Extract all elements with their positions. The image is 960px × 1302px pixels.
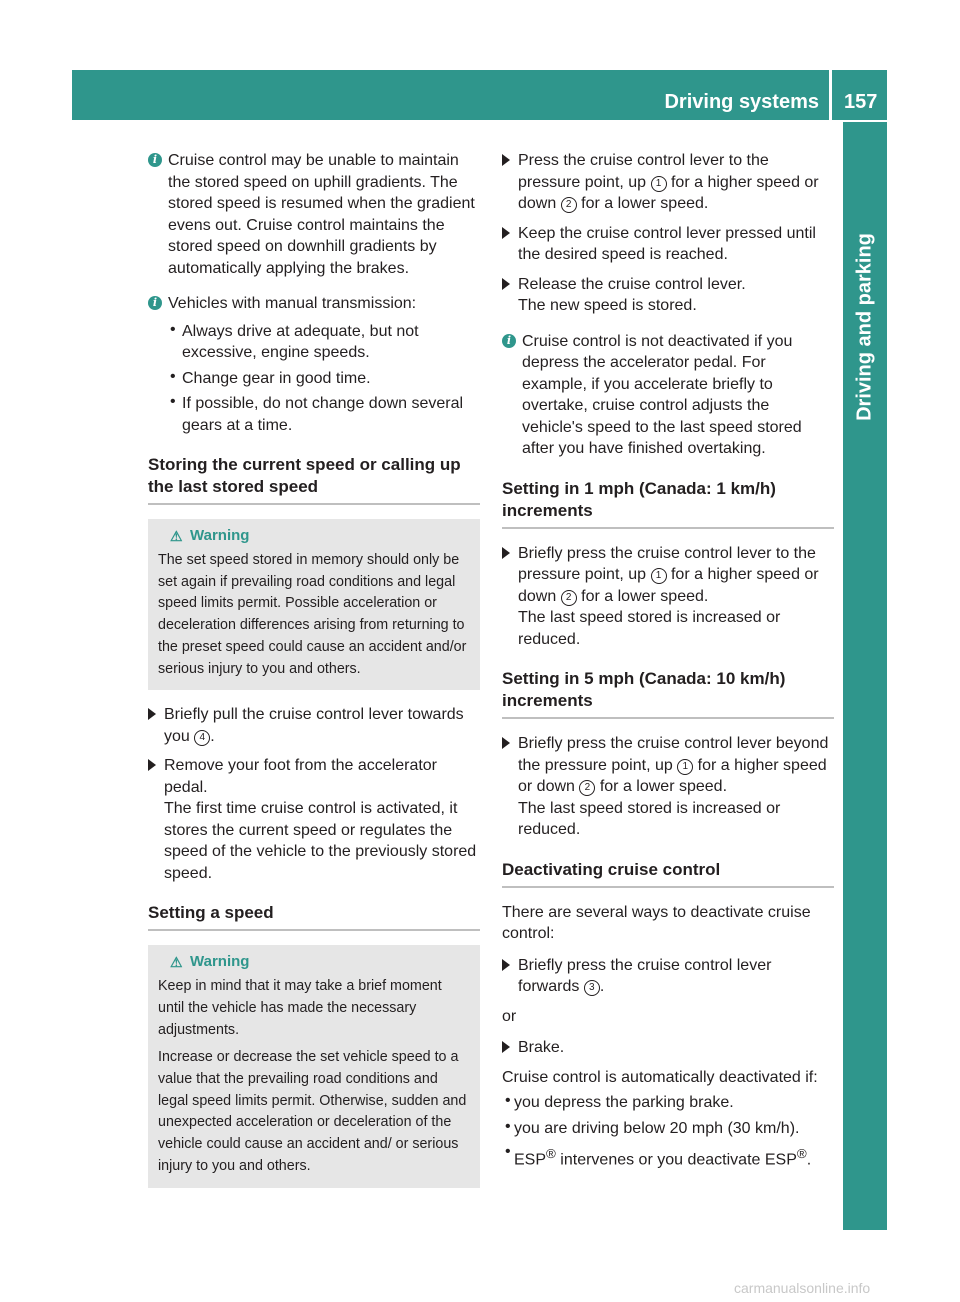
paragraph: There are several ways to deactivate cruise control: bbox=[502, 903, 811, 942]
step-text: Remove your foot from the accelerator pedal. bbox=[164, 757, 438, 796]
callout-number: 2 bbox=[561, 197, 577, 213]
left-column bbox=[148, 150, 480, 1202]
list-item-text: If possible, do not change down several gears at a time. bbox=[182, 395, 464, 434]
step-arrow-icon bbox=[502, 737, 510, 749]
list-item: • you are driving below 20 mph (30 km/h). bbox=[502, 1118, 834, 1140]
instruction-step bbox=[502, 543, 834, 651]
step-arrow-icon bbox=[502, 1041, 510, 1053]
list-item-text: you are driving below 20 mph (30 km/h). bbox=[514, 1119, 800, 1137]
step-text: for a higher speed or down bbox=[518, 566, 819, 605]
paragraph: Cruise control is automatically deactivated if: bbox=[502, 1068, 818, 1086]
warning-title bbox=[158, 953, 470, 970]
step-arrow-icon bbox=[148, 759, 156, 771]
step-result: The first time cruise control is activated, it stores the current speed or regulates the speed of the vehicle to the previously stored speed. bbox=[164, 800, 477, 882]
step-text: Briefly press the cruise control lever beyond the pressure point, up bbox=[518, 735, 829, 774]
step-arrow-icon bbox=[502, 547, 510, 559]
warning-title-text: Warning bbox=[190, 527, 250, 544]
callout-number: 4 bbox=[194, 730, 210, 746]
section-title: Driving systems bbox=[664, 91, 819, 113]
step-result: The last speed stored is increased or reduced. bbox=[518, 799, 781, 838]
warning-icon: ⚠ bbox=[170, 954, 183, 971]
step-arrow-icon bbox=[502, 278, 510, 290]
info-text: Cruise control may be unable to maintain the stored speed on uphill gradients. The stored speed is resumed when the gradient evens out. Cruise control maintains the stored speed on downhill gradients by automatically applying the brakes. bbox=[168, 152, 475, 277]
list-item: • Always drive at adequate, but not excessive, engine speeds. bbox=[148, 321, 480, 364]
step-arrow-icon bbox=[502, 154, 510, 166]
instruction-step bbox=[148, 755, 480, 884]
step-text: Press the cruise control lever to the pressure point, up bbox=[518, 152, 769, 191]
list-item-text: ESP bbox=[514, 1151, 547, 1169]
step-arrow-icon bbox=[502, 227, 510, 239]
step-text: for a lower speed. bbox=[599, 778, 728, 795]
instruction-step bbox=[502, 150, 834, 215]
step-text: Release the cruise control lever. bbox=[518, 275, 746, 293]
callout-number: 2 bbox=[579, 780, 595, 796]
list-item-text: Always drive at adequate, but not excessive, engine speeds. bbox=[182, 322, 419, 361]
info-text: Cruise control is not deactivated if you depress the accelerator pedal. For example, if you accelerate briefly to overtake, cruise control adjusts the vehicle's speed to the last speed stored after you have finished overtaking. bbox=[522, 332, 802, 457]
callout-number: 1 bbox=[677, 759, 693, 775]
header-divider bbox=[829, 70, 832, 120]
section-heading: Setting in 5 mph (Canada: 10 km/h) increments bbox=[502, 668, 834, 719]
list-item-text: you depress the parking brake. bbox=[514, 1094, 734, 1111]
footer-watermark: carmanualsonline.info bbox=[734, 1280, 871, 1296]
side-tab bbox=[843, 122, 887, 532]
step-text: for a lower speed. bbox=[581, 195, 709, 212]
step-text: for a lower speed. bbox=[581, 587, 709, 605]
step-text: Briefly press the cruise control lever to the pressure point, up bbox=[518, 544, 816, 583]
registered-mark: ® bbox=[546, 1146, 556, 1161]
paragraph: or bbox=[502, 1007, 517, 1025]
instruction-step bbox=[502, 733, 834, 841]
step-text: Keep the cruise control lever pressed until the desired speed is reached. bbox=[518, 224, 816, 263]
callout-number: 1 bbox=[651, 568, 667, 584]
list-item-text: Change gear in good time. bbox=[182, 369, 371, 387]
side-tab-label: Driving and parking bbox=[853, 233, 876, 421]
step-result: The new speed is stored. bbox=[518, 297, 697, 314]
info-icon: i bbox=[502, 334, 516, 348]
callout-number: 1 bbox=[651, 176, 667, 192]
callout-number: 3 bbox=[584, 980, 600, 996]
step-text: for a higher speed or down bbox=[518, 756, 827, 795]
step-arrow-icon bbox=[502, 959, 510, 971]
side-tab-block bbox=[843, 1190, 887, 1230]
warning-box bbox=[148, 945, 480, 1187]
step-result: The last speed stored is increased or reduced. bbox=[518, 609, 781, 648]
list-item: • Change gear in good time. bbox=[148, 368, 480, 390]
warning-title-text: Warning bbox=[190, 953, 250, 971]
warning-text: The set speed stored in memory should only be set again if prevailing road conditions and legal speed limits permit. Possible acceleration or deceleration differences arising from returning to the preset speed could cause an accident and/or serious injury to you and others. bbox=[158, 552, 467, 677]
info-icon: i bbox=[148, 153, 162, 167]
info-icon: i bbox=[148, 296, 162, 310]
info-note bbox=[148, 150, 480, 279]
step-text: Brake. bbox=[518, 1039, 565, 1056]
list-item: • If possible, do not change down several gears at a time. bbox=[148, 393, 480, 436]
instruction-step: Briefly pull the cruise control lever towards you 4 . bbox=[148, 704, 480, 747]
list-item: • ESP® intervenes or you deactivate ESP®. bbox=[505, 1143, 812, 1169]
section-heading: Deactivating cruise control bbox=[502, 859, 834, 888]
step-arrow-icon bbox=[148, 708, 156, 720]
step-text: Briefly pull the cruise control lever towards you bbox=[164, 706, 464, 745]
registered-mark: ® bbox=[796, 1146, 807, 1161]
right-column bbox=[502, 150, 834, 1175]
list-item: • you depress the parking brake. bbox=[502, 1092, 834, 1114]
info-note bbox=[502, 331, 834, 460]
warning-icon: ⚠ bbox=[170, 528, 183, 544]
warning-box bbox=[148, 519, 480, 690]
info-note bbox=[148, 293, 480, 315]
list-item-text: intervenes or you deactivate ESP bbox=[555, 1151, 797, 1169]
step-text: for a higher speed or down bbox=[518, 173, 819, 212]
instruction-step: Briefly press the cruise control lever forwards 3 . bbox=[502, 955, 834, 998]
step-text: Briefly press the cruise control lever forwards bbox=[518, 956, 772, 995]
warning-text: Increase or decrease the set vehicle speed to a value that the prevailing road conditions and legal speed limits permit. Otherwise, sudden and unexpected acceleration or deceleration of the vehicle could cause an accident and/ or serious injury to you and others. bbox=[158, 1049, 467, 1174]
section-heading: Setting a speed bbox=[148, 902, 480, 931]
instruction-step bbox=[502, 1037, 834, 1059]
info-text: Vehicles with manual transmission: bbox=[168, 295, 417, 312]
callout-number: 2 bbox=[561, 590, 577, 606]
warning-title bbox=[158, 527, 470, 544]
warning-text: Keep in mind that it may take a brief moment until the vehicle has made the necessary adjustments. bbox=[158, 978, 442, 1038]
section-heading: Storing the current speed or calling up the last stored speed bbox=[148, 454, 480, 505]
instruction-step bbox=[502, 223, 834, 266]
instruction-step bbox=[502, 274, 834, 317]
section-heading: Setting in 1 mph (Canada: 1 km/h) increments bbox=[502, 478, 834, 529]
page-number: 157 bbox=[844, 91, 878, 113]
